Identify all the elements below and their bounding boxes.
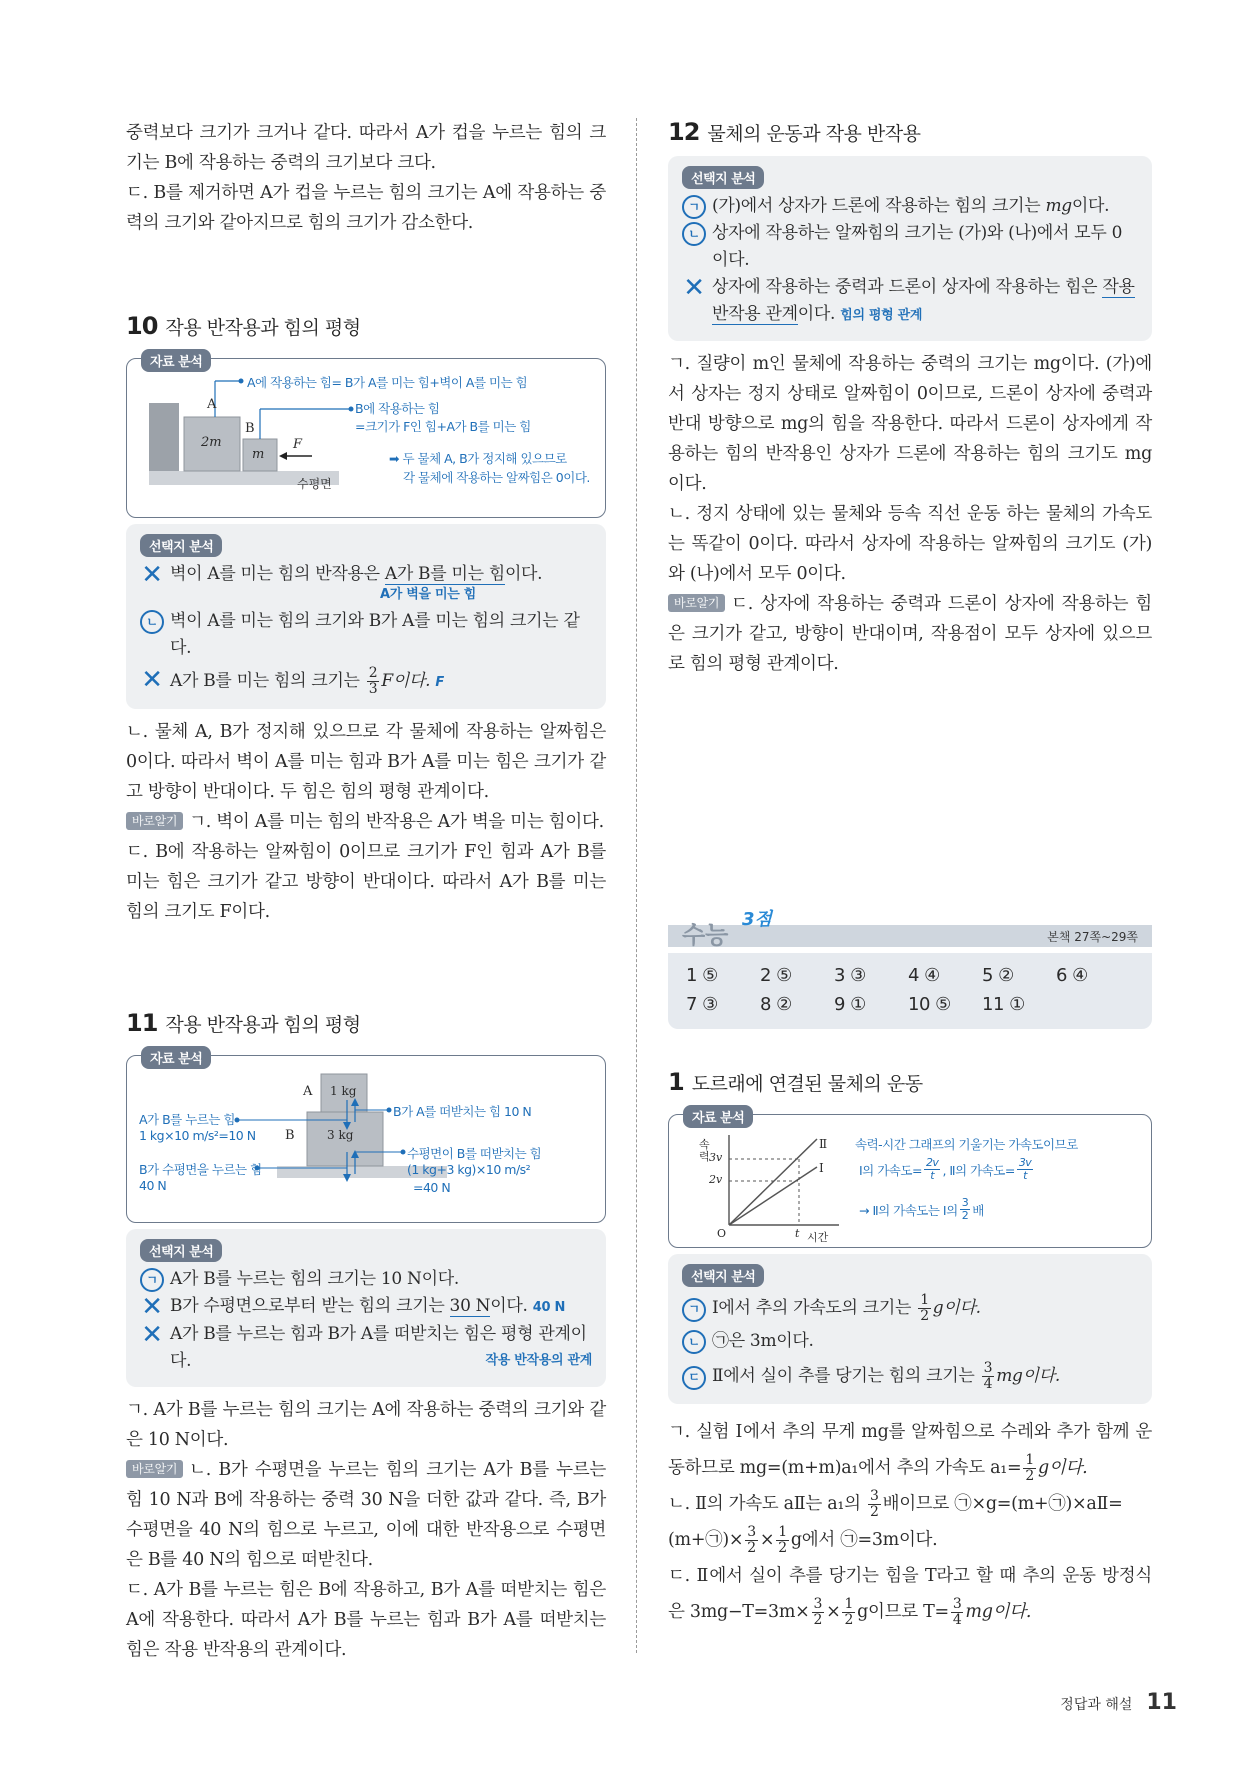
q11-r2c: =40 N [413,1180,451,1195]
q11-l1a: A가 B를 누르는 힘 [139,1112,235,1127]
q1-line-II [729,1139,817,1225]
q12-exp-3: 바로알기 ㄷ. 상자에 작용하는 중력과 드론이 상자에 작용하는 힘은 크기가 같고, 방향이 반대이며, 작용점이 모두 상자에 있으므로 힘의 평형 관계이다. [668,594,1152,674]
q10-mass-a: 2m [201,435,222,450]
answer-logo-main: 수능 [682,921,729,949]
x-mark-icon: ✕ [141,559,163,590]
q12-exp-1: ㄱ. 질량이 m인 물체에 작용하는 중력의 크기는 mg이다. (가)에서 상자는 정지 상태로 알짜힘이 0이므로, 드론이 상자에 중력과 반대 방향으로 mg의 힘을 작용한다. 따라서 드론이 상자에게 작용하는 힘의 반작용인 상자가 드론에 작용하는 힘의 크기도 mg이다. [668,354,1152,494]
q11-exp-3: ㄷ. A가 B를 누르는 힘은 B에 작용하고, B가 A를 떠받치는 힘은 A에 작용한다. 따라서 A가 B를 누르는 힘과 B가 A를 떠받치는 힘은 작용 반작용의 관계이다. [126,1580,606,1660]
q11-heading [126,1009,606,1037]
q10-mass-b: m [252,447,265,462]
x-mark-icon: ✕ [141,1291,163,1322]
q10-data-box [126,355,606,518]
q1-number: 1 [668,1068,684,1096]
right-column [668,118,1152,1628]
q11-choice-1: ㄱ A가 B를 누르는 힘의 크기는 10 N이다. [140,1266,592,1293]
q10-exp-3: ㄷ. B에 작용하는 알짜힘이 0이므로 크기가 F인 힘과 A가 B를 미는 힘은 크기가 같고 방향이 반대이다. 따라서 A가 B를 미는 힘의 크기도 F이다. [126,842,606,922]
answer-item: 1 ⑤ [686,965,718,986]
q11-data-tag: 자료 분석 [141,1046,211,1069]
q10-callout-a: A에 작용하는 힘= B가 A를 미는 힘+벽이 A를 미는 힘 [247,375,528,390]
q1-xlabel: 시간 [807,1231,829,1244]
answer-item: 10 ⑤ [908,994,951,1015]
q11-choice-2-note: 40 N [532,1300,566,1315]
circle-mark-icon: ㄴ [140,610,164,634]
intro-paragraph-1: 중력보다 크기가 크거나 같다. 따라서 A가 컵을 누르는 힘의 크기는 B에 작용하는 중력의 크기보다 크다. [126,123,606,173]
circle-mark-icon: ㄴ [682,222,706,246]
q1-exp-2: ㄴ. Ⅱ의 가속도 aⅡ는 a₁의 $\frac{3}{2}$ 배이므로 ㉠×g=(m+㉠)×aⅡ= (m+㉠)× $\frac{3}{2}$ × $\frac{1}{2}$ g에서 ㉠=3m이다. [668,1488,1123,1556]
q11-choice-2: ✕ B가 수평면으로부터 받는 힘의 크기는 30 N이다. 40 N [141,1291,566,1322]
q1-xt: t [795,1227,800,1240]
answer-item: 9 ① [834,994,866,1015]
baro-badge: 바로알기 [126,812,183,830]
q12-exp-2: ㄴ. 정지 상태에 있는 물체와 등속 직선 운동 하는 물체의 가속도는 똑같이 0이다. 따라서 상자에 작용하는 알짜힘의 크기도 (가)와 (나)에서 모두 0이다. [668,504,1152,584]
answer-item: 2 ⑤ [760,965,792,986]
answer-item: 8 ② [760,994,792,1015]
intro-paragraph-2: ㄷ. B를 제거하면 A가 컵을 누르는 힘의 크기는 A에 작용하는 중력의 크기와 같아지므로 힘의 크기가 감소한다. [126,183,606,233]
circle-mark-icon: ㄱ [682,1298,706,1322]
answer-item: 7 ③ [686,994,718,1015]
q11-r2b: (1 kg+3 kg)×10 m/s² [407,1162,531,1177]
q11-label-a: A [303,1084,313,1099]
q10-wall [149,403,179,471]
baro-badge: 바로알기 [668,594,725,612]
q1-ylabel: 속 력 [699,1138,710,1163]
q12-choice-3-note: 힘의 평형 관계 [840,308,923,323]
q10-choice-box [126,524,606,709]
q10-exp-1: ㄴ. 물체 A, B가 정지해 있으므로 각 물체에 작용하는 알짜힘은 0이다. 따라서 벽이 A를 미는 힘과 B가 A를 미는 힘은 크기가 같고 방향이 반대이다. 두 힘은 힘의 평형 관계이다. [126,722,606,802]
q10-force-label: F [293,437,303,452]
q10-choice-2: ㄴ 벽이 A를 미는 힘의 크기와 B가 A를 미는 힘의 크기는 같다. [140,608,592,662]
q1-choice-2: ㄴ ㉠은 3m이다. [682,1328,1138,1355]
q11-mass-b: 3 kg [327,1128,354,1142]
answer-item: 11 ① [982,994,1025,1015]
q12-choice-1: ㄱ (가)에서 상자가 드론에 작용하는 힘의 크기는 mg이다. [682,193,1138,220]
q10-conclusion-1: ➡ 두 물체 A, B가 정지해 있으므로 [389,451,567,466]
q11-r1: B가 A를 떠받치는 힘 10 N [393,1104,532,1119]
answer-item: 6 ④ [1056,965,1088,986]
q12-choice-2: ㄴ 상자에 작용하는 알짜힘의 크기는 (가)와 (나)에서 모두 0이다. [682,220,1138,274]
q10-conclusion-2: 각 물체에 작용하는 알짜힘은 0이다. [403,470,590,485]
answer-logo-badge: 3점 [742,909,772,930]
question-10 [126,312,606,927]
x-mark-icon: ✕ [141,664,163,695]
answer-item: 4 ④ [908,965,940,986]
q10-label-a: A [207,397,217,412]
q10-choice-3-note: F [435,675,444,690]
question-12 [668,118,1152,679]
q11-mass-a: 1 kg [330,1084,357,1098]
q1-choice-box [668,1254,1152,1404]
q1-choice-1: ㄱ Ⅰ에서 추의 가속도의 크기는 $\frac{1}{2}$ g이다. [682,1293,1138,1324]
footer-label: 정답과 해설 [1060,1697,1133,1713]
page-number: 11 [1146,1690,1177,1715]
q1-heading [668,1068,1152,1096]
q10-force-arrowhead [279,452,287,460]
q12-choice-tag: 선택지 분석 [682,166,764,189]
q11-label-b: B [285,1128,295,1143]
q1-y2v: 2v [709,1173,723,1186]
circle-mark-icon: ㄴ [682,1330,706,1354]
q11-l2b: 40 N [139,1178,167,1193]
q11-l1b: 1 kg×10 m/s²=10 N [139,1128,256,1143]
q11-choice-tag: 선택지 분석 [140,1239,222,1262]
q11-title: 작용 반작용과 힘의 평형 [165,1014,361,1036]
answer-item: 3 ③ [834,965,866,986]
q10-choice-1-note: A가 벽을 미는 힘 [380,587,476,602]
q11-exp-1: ㄱ. A가 B를 누르는 힘의 크기는 A에 작용하는 중력의 크기와 같은 10 N이다. [126,1400,606,1450]
q11-l2a: B가 수평면을 누르는 힘 [139,1162,262,1177]
question-1 [668,1068,1152,1630]
q10-title: 작용 반작용과 힘의 평형 [165,317,361,339]
x-mark-icon: ✕ [141,1319,163,1350]
circle-mark-icon: ㄱ [140,1268,164,1292]
q11-choice-3: ✕ A가 B를 누르는 힘과 B가 A를 떠받치는 힘은 평형 관계이다. 작용 반작용의 관계 [140,1321,592,1375]
q12-heading [668,118,1152,146]
q1-title: 도르래에 연결된 물체의 운동 [691,1073,923,1095]
answer-page-ref: 본책 27쪽~29쪽 [1047,930,1138,944]
q11-r2a: 수평면이 B를 떠받치는 힘 [407,1146,542,1161]
x-mark-icon: ✕ [683,272,705,303]
q10-data-tag: 자료 분석 [141,349,211,372]
q1-exp-3: ㄷ. Ⅱ에서 실이 추를 당기는 힘을 T라고 할 때 추의 운동 방정식은 3mg−T=3m× $\frac{3}{2}$ × $\frac{1}{2}$ g이므로 T= $\frac{3}{4}$ mg이다. [668,1566,1152,1628]
q1-y3v: 3v [709,1151,723,1164]
q1-exp-1: ㄱ. 실험 Ⅰ에서 추의 무게 mg를 알짜힘으로 수레와 추가 함께 운동하므로 mg=(m+m)a₁에서 추의 가속도 a₁= $\frac{1}{2}$ g이다. [668,1422,1152,1484]
q10-number: 10 [126,312,158,340]
q10-label-b: B [245,421,255,436]
q10-ground-label: 수평면 [297,477,332,491]
q1-side-3: → Ⅱ의 가속도는 Ⅰ의 $\frac{3}{2}$ 배 [859,1196,984,1222]
q10-callout-b1: B에 작용하는 힘 [355,401,440,416]
page-footer [1060,1690,1177,1715]
q11-number: 11 [126,1009,158,1037]
q1-line-label-II: Ⅱ [819,1137,828,1151]
q11-exp-2: 바로알기 ㄴ. B가 수평면을 누르는 힘의 크기는 A가 B를 누르는 힘 10 N과 B에 작용하는 중력 30 N을 더한 값과 같다. 즉, B가 수평면을 40 N의 힘으로 누르고, 이에 대한 반작용으로 수평면은 B를 40 N의 힘으로 떠받친다. [126,1460,606,1570]
q10-choice-tag: 선택지 분석 [140,534,222,557]
q11-choice-3-note: 작용 반작용의 관계 [485,1353,592,1368]
q12-choice-box [668,156,1152,341]
column-divider [636,118,637,1653]
circle-mark-icon: ㄱ [682,195,706,219]
q12-title: 물체의 운동과 작용 반작용 [707,123,921,145]
answer-summary [668,909,1152,1029]
q1-data-tag: 자료 분석 [683,1105,753,1128]
answer-header [668,909,1152,953]
q11-choice-box [126,1229,606,1387]
baro-badge: 바로알기 [126,1460,183,1478]
q10-exp-2: 바로알기 ㄱ. 벽이 A를 미는 힘의 반작용은 A가 벽을 미는 힘이다. [126,807,606,837]
q11-data-box [126,1052,606,1223]
left-column [126,118,606,1665]
q10-choice-1: ✕ 벽이 A를 미는 힘의 반작용은 A가 B를 미는 힘이다. A가 벽을 미는 힘 [141,559,543,602]
question-11 [126,1009,606,1665]
q12-number: 12 [668,118,700,146]
q1-choice-3: ㄷ Ⅱ에서 실이 추를 당기는 힘의 크기는 $\frac{3}{4}$ mg이다. [682,1361,1138,1392]
q1-line-I [729,1167,817,1225]
answer-item: 5 ② [982,965,1014,986]
q1-origin: O [717,1227,727,1240]
answer-grid [668,953,1152,1029]
q1-choice-tag: 선택지 분석 [682,1264,764,1287]
q1-side-1: 속력-시간 그래프의 기울기는 가속도이므로 [855,1137,1078,1152]
q12-choice-3: ✕ 상자에 작용하는 중력과 드론이 상자에 작용하는 힘은 작용 반작용 관계이다. 힘의 평형 관계 [683,272,1135,324]
q1-side-2: Ⅰ의 가속도= $\frac{2v}{t}$ , Ⅱ의 가속도= $\frac{3v}{t}$ [859,1156,1032,1182]
q10-heading [126,312,606,340]
q1-data-box [668,1111,1152,1248]
q10-choice-3: ✕ A가 B를 미는 힘의 크기는 $\frac{2}{3}$ F이다. F [141,664,444,697]
q10-callout-b2: =크기가 F인 힘+A가 B를 미는 힘 [355,419,531,434]
circle-mark-icon: ㄷ [682,1366,706,1390]
q1-line-label-I: Ⅰ [819,1161,824,1175]
